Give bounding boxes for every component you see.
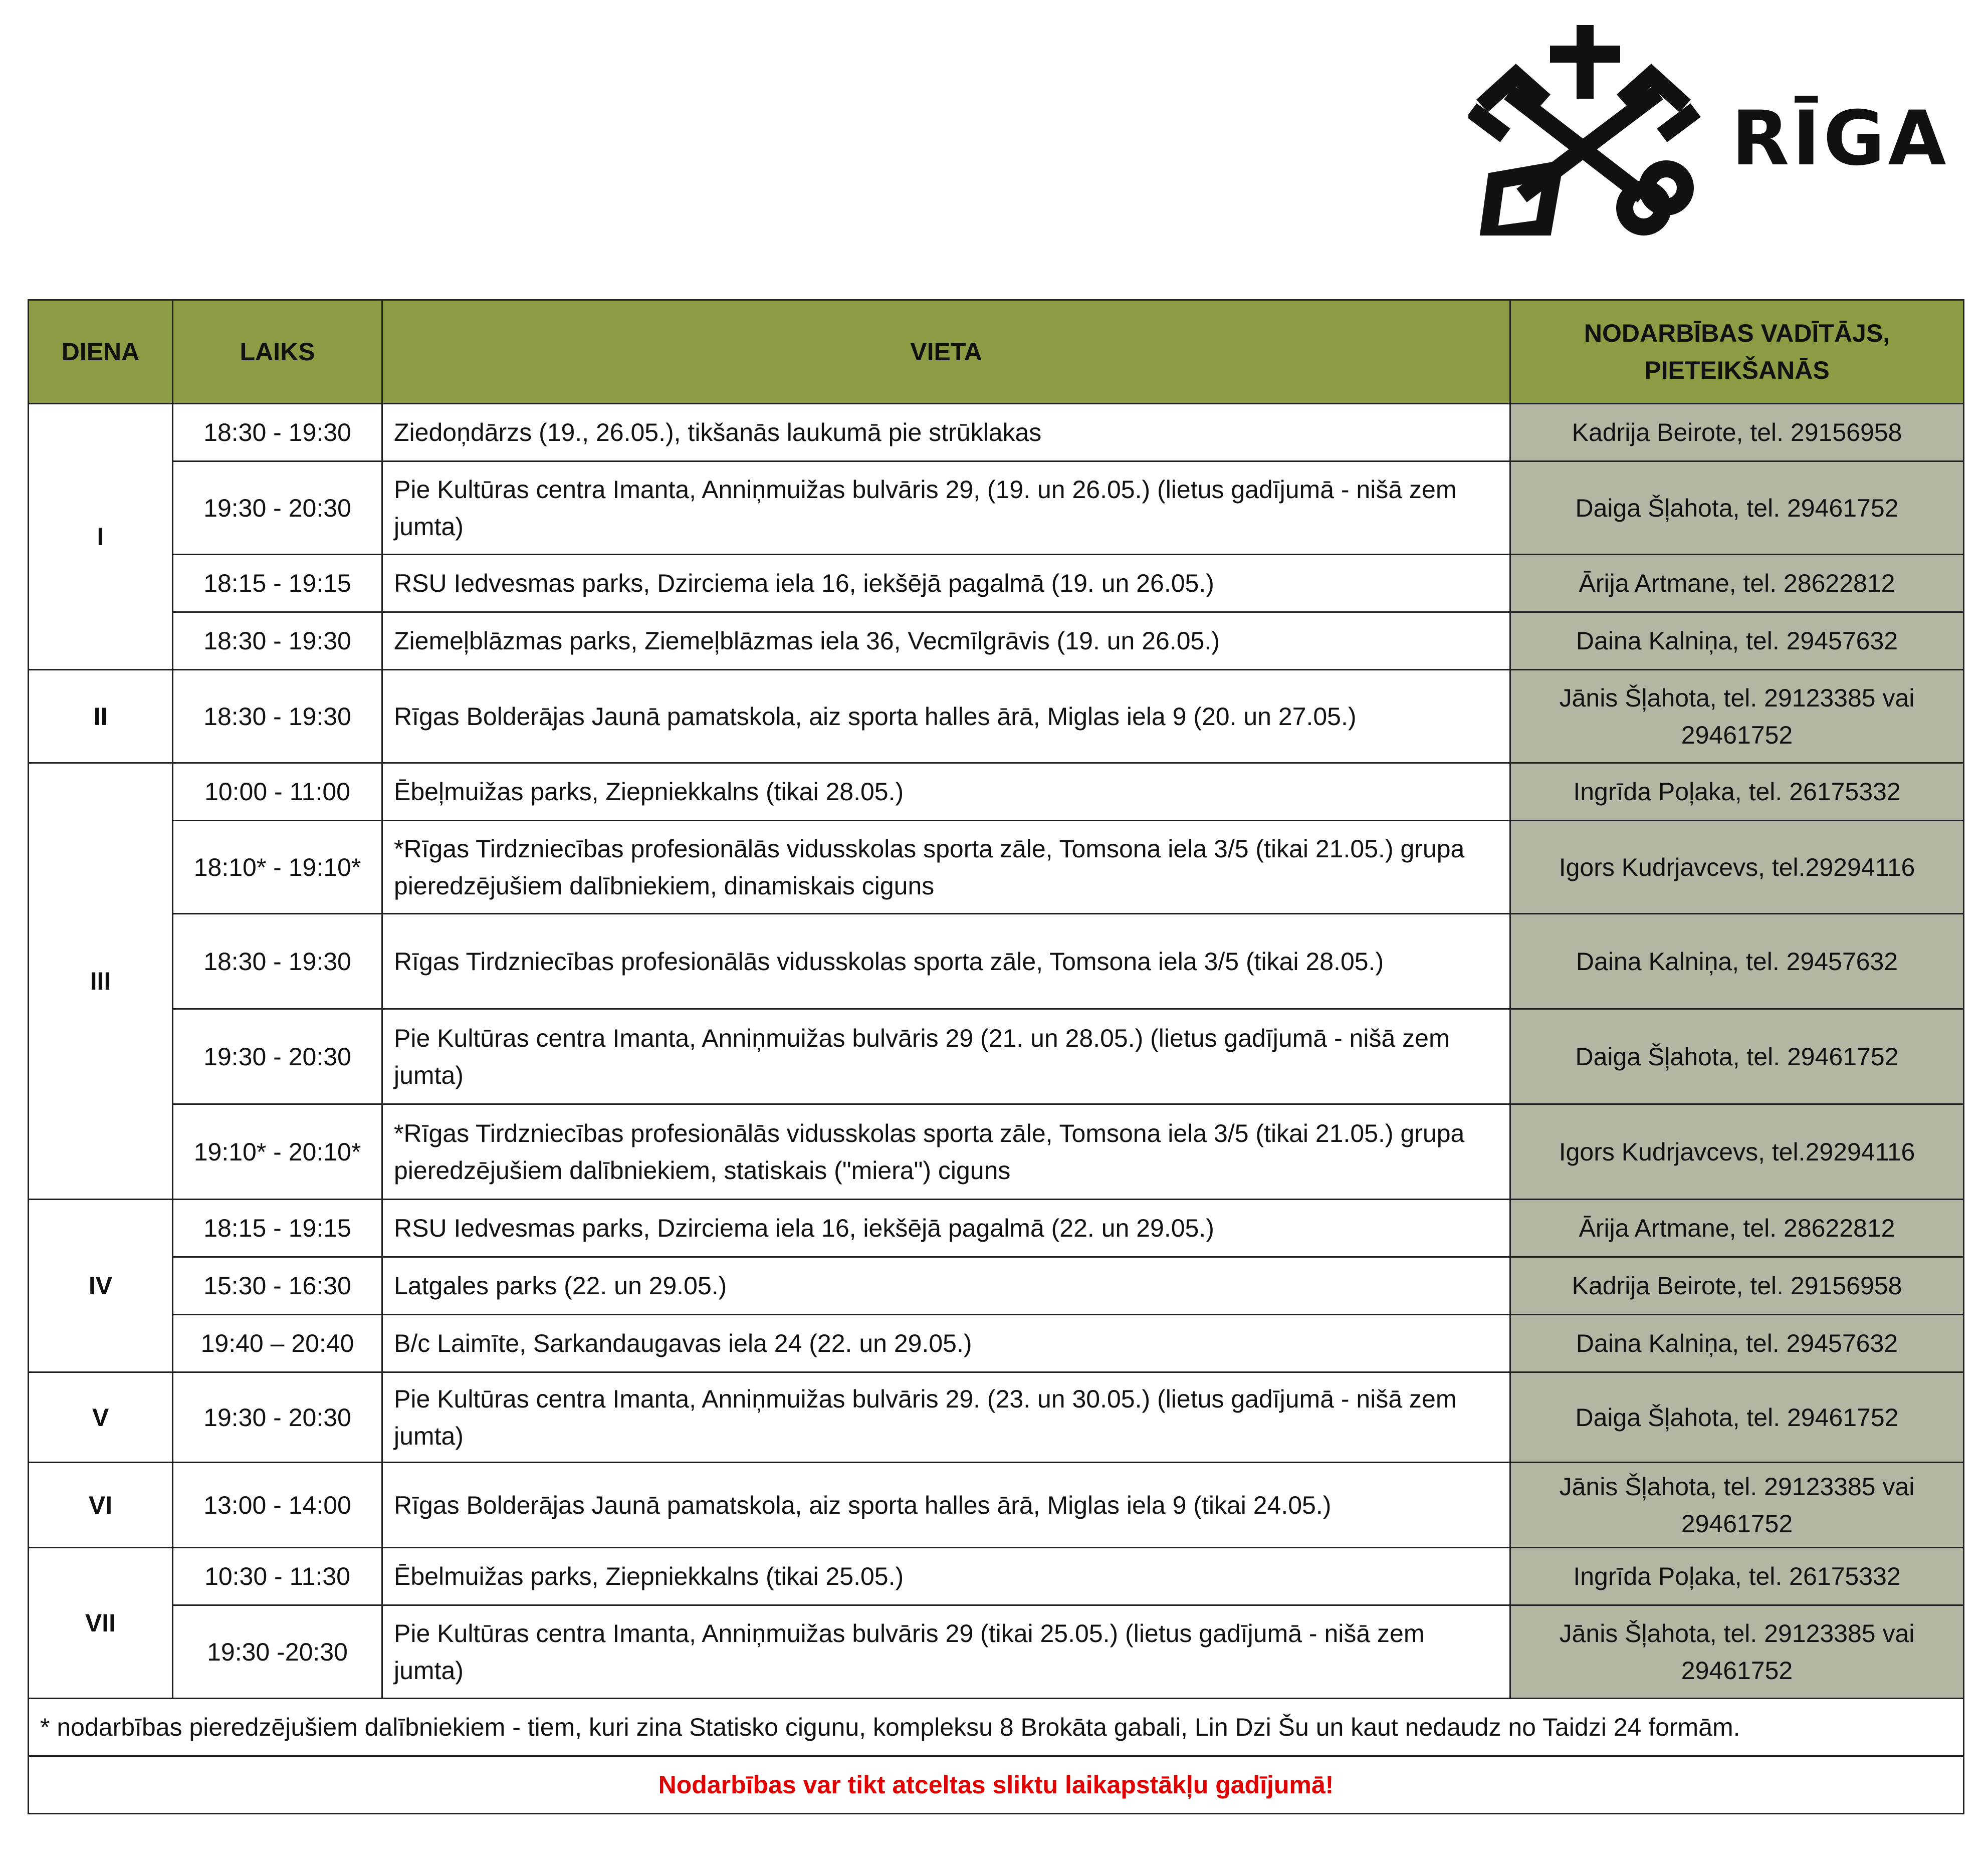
header-diena: DIENA bbox=[29, 300, 173, 404]
table-row bbox=[29, 1257, 1964, 1315]
leader-cell: Daina Kalniņa, tel. 29457632 bbox=[1510, 612, 1964, 670]
place-cell: Rīgas Bolderājas Jaunā pamatskola, aiz sporta halles ārā, Miglas iela 9 (tikai 24.05.) bbox=[382, 1463, 1510, 1548]
schedule-table bbox=[28, 299, 1964, 1814]
place-cell: Ziemeļblāzmas parks, Ziemeļblāzmas iela 36, Vecmīlgrāvis (19. un 26.05.) bbox=[382, 612, 1510, 670]
place-cell: Ēbeļmuižas parks, Ziepniekkalns (tikai 28.05.) bbox=[382, 763, 1510, 821]
riga-logo-text: RĪGA bbox=[1731, 95, 1949, 182]
table-row bbox=[29, 461, 1964, 555]
time-cell: 19:30 - 20:30 bbox=[173, 1372, 382, 1463]
time-cell: 18:30 - 19:30 bbox=[173, 670, 382, 763]
day-cell: II bbox=[29, 670, 173, 763]
table-row bbox=[29, 612, 1964, 670]
leader-cell: Daina Kalniņa, tel. 29457632 bbox=[1510, 1315, 1964, 1372]
day-cell: IV bbox=[29, 1200, 173, 1372]
table-row bbox=[29, 670, 1964, 763]
leader-cell: Daiga Šļahota, tel. 29461752 bbox=[1510, 1009, 1964, 1104]
table-row bbox=[29, 1315, 1964, 1372]
leader-cell: Ingrīda Poļaka, tel. 26175332 bbox=[1510, 763, 1964, 821]
place-cell: Pie Kultūras centra Imanta, Anniņmuižas bulvāris 29. (23. un 30.05.) (lietus gadījumā - nišā zem jumta) bbox=[382, 1372, 1510, 1463]
place-cell: B/c Laimīte, Sarkandaugavas iela 24 (22. un 29.05.) bbox=[382, 1315, 1510, 1372]
leader-cell: Daiga Šļahota, tel. 29461752 bbox=[1510, 1372, 1964, 1463]
table-row bbox=[29, 1009, 1964, 1104]
place-cell: RSU Iedvesmas parks, Dzirciema iela 16, iekšējā pagalmā (19. un 26.05.) bbox=[382, 555, 1510, 612]
leader-cell: Jānis Šļahota, tel. 29123385 vai 29461752 bbox=[1510, 1605, 1964, 1699]
day-cell: I bbox=[29, 404, 173, 670]
place-cell: *Rīgas Tirdzniecības profesionālās vidusskolas sporta zāle, Tomsona iela 3/5 (tikai 21.05.) grupa pieredzējušiem dalībniekiem, dinamiskais ciguns bbox=[382, 821, 1510, 914]
place-cell: Latgales parks (22. un 29.05.) bbox=[382, 1257, 1510, 1315]
time-cell: 19:10* - 20:10* bbox=[173, 1104, 382, 1200]
time-cell: 10:30 - 11:30 bbox=[173, 1548, 382, 1605]
place-cell: Rīgas Tirdzniecības profesionālās vidusskolas sporta zāle, Tomsona iela 3/5 (tikai 28.05.) bbox=[382, 914, 1510, 1009]
table-row bbox=[29, 1463, 1964, 1548]
header-vaditajs: NODARBĪBAS VADĪTĀJS, PIETEIKŠANĀS bbox=[1510, 300, 1964, 404]
table-row bbox=[29, 1104, 1964, 1200]
table-row bbox=[29, 1605, 1964, 1699]
table-row bbox=[29, 1200, 1964, 1257]
table-row bbox=[29, 404, 1964, 461]
table-row bbox=[29, 821, 1964, 914]
place-cell: Pie Kultūras centra Imanta, Anniņmuižas bulvāris 29, (19. un 26.05.) (lietus gadījumā - nišā zem jumta) bbox=[382, 461, 1510, 555]
leader-cell: Igors Kudrjavcevs, tel.29294116 bbox=[1510, 1104, 1964, 1200]
table-row bbox=[29, 1548, 1964, 1605]
footnote-row bbox=[29, 1699, 1964, 1756]
leader-cell: Jānis Šļahota, tel. 29123385 vai 29461752 bbox=[1510, 1463, 1964, 1548]
place-cell: *Rīgas Tirdzniecības profesionālās vidusskolas sporta zāle, Tomsona iela 3/5 (tikai 21.05.) grupa pieredzējušiem dalībniekiem, statiskais ("miera") ciguns bbox=[382, 1104, 1510, 1200]
day-cell: III bbox=[29, 763, 173, 1200]
header-vieta: VIETA bbox=[382, 300, 1510, 404]
weather-warning: Nodarbības var tikt atceltas sliktu laikapstākļu gadījumā! bbox=[29, 1756, 1964, 1814]
time-cell: 19:30 - 20:30 bbox=[173, 1009, 382, 1104]
footnote: * nodarbības pieredzējušiem dalībniekiem - tiem, kuri zina Statisko cigunu, kompleksu 8 Brokāta gabali, Lin Dzi Šu un kaut nedaudz no Taidzi 24 formām. bbox=[29, 1699, 1964, 1756]
leader-cell: Ārija Artmane, tel. 28622812 bbox=[1510, 555, 1964, 612]
table-row bbox=[29, 555, 1964, 612]
leader-cell: Daiga Šļahota, tel. 29461752 bbox=[1510, 461, 1964, 555]
time-cell: 13:00 - 14:00 bbox=[173, 1463, 382, 1548]
place-cell: Ēbelmuižas parks, Ziepniekkalns (tikai 25.05.) bbox=[382, 1548, 1510, 1605]
time-cell: 19:40 – 20:40 bbox=[173, 1315, 382, 1372]
table-row bbox=[29, 763, 1964, 821]
day-cell: VI bbox=[29, 1463, 173, 1548]
time-cell: 10:00 - 11:00 bbox=[173, 763, 382, 821]
leader-cell: Kadrija Beirote, tel. 29156958 bbox=[1510, 404, 1964, 461]
place-cell: RSU Iedvesmas parks, Dzirciema iela 16, iekšējā pagalmā (22. un 29.05.) bbox=[382, 1200, 1510, 1257]
leader-cell: Daina Kalniņa, tel. 29457632 bbox=[1510, 914, 1964, 1009]
leader-cell: Ārija Artmane, tel. 28622812 bbox=[1510, 1200, 1964, 1257]
time-cell: 19:30 - 20:30 bbox=[173, 461, 382, 555]
leader-cell: Kadrija Beirote, tel. 29156958 bbox=[1510, 1257, 1964, 1315]
day-cell: VII bbox=[29, 1548, 173, 1699]
time-cell: 18:15 - 19:15 bbox=[173, 1200, 382, 1257]
warning-row bbox=[29, 1756, 1964, 1814]
leader-cell: Jānis Šļahota, tel. 29123385 vai 29461752 bbox=[1510, 670, 1964, 763]
leader-cell: Igors Kudrjavcevs, tel.29294116 bbox=[1510, 821, 1964, 914]
table-header-row bbox=[29, 300, 1964, 404]
place-cell: Pie Kultūras centra Imanta, Anniņmuižas bulvāris 29 (21. un 28.05.) (lietus gadījumā - nišā zem jumta) bbox=[382, 1009, 1510, 1104]
table-row bbox=[29, 1372, 1964, 1463]
place-cell: Ziedoņdārzs (19., 26.05.), tikšanās laukumā pie strūklakas bbox=[382, 404, 1510, 461]
time-cell: 18:30 - 19:30 bbox=[173, 612, 382, 670]
leader-cell: Ingrīda Poļaka, tel. 26175332 bbox=[1510, 1548, 1964, 1605]
place-cell: Rīgas Bolderājas Jaunā pamatskola, aiz sporta halles ārā, Miglas iela 9 (20. un 27.05.) bbox=[382, 670, 1510, 763]
time-cell: 18:30 - 19:30 bbox=[173, 404, 382, 461]
place-cell: Pie Kultūras centra Imanta, Anniņmuižas bulvāris 29 (tikai 25.05.) (lietus gadījumā - nišā zem jumta) bbox=[382, 1605, 1510, 1699]
time-cell: 15:30 - 16:30 bbox=[173, 1257, 382, 1315]
table-row bbox=[29, 914, 1964, 1009]
time-cell: 18:30 - 19:30 bbox=[173, 914, 382, 1009]
header-laiks: LAIKS bbox=[173, 300, 382, 404]
time-cell: 19:30 -20:30 bbox=[173, 1605, 382, 1699]
time-cell: 18:15 - 19:15 bbox=[173, 555, 382, 612]
time-cell: 18:10* - 19:10* bbox=[173, 821, 382, 914]
day-cell: V bbox=[29, 1372, 173, 1463]
